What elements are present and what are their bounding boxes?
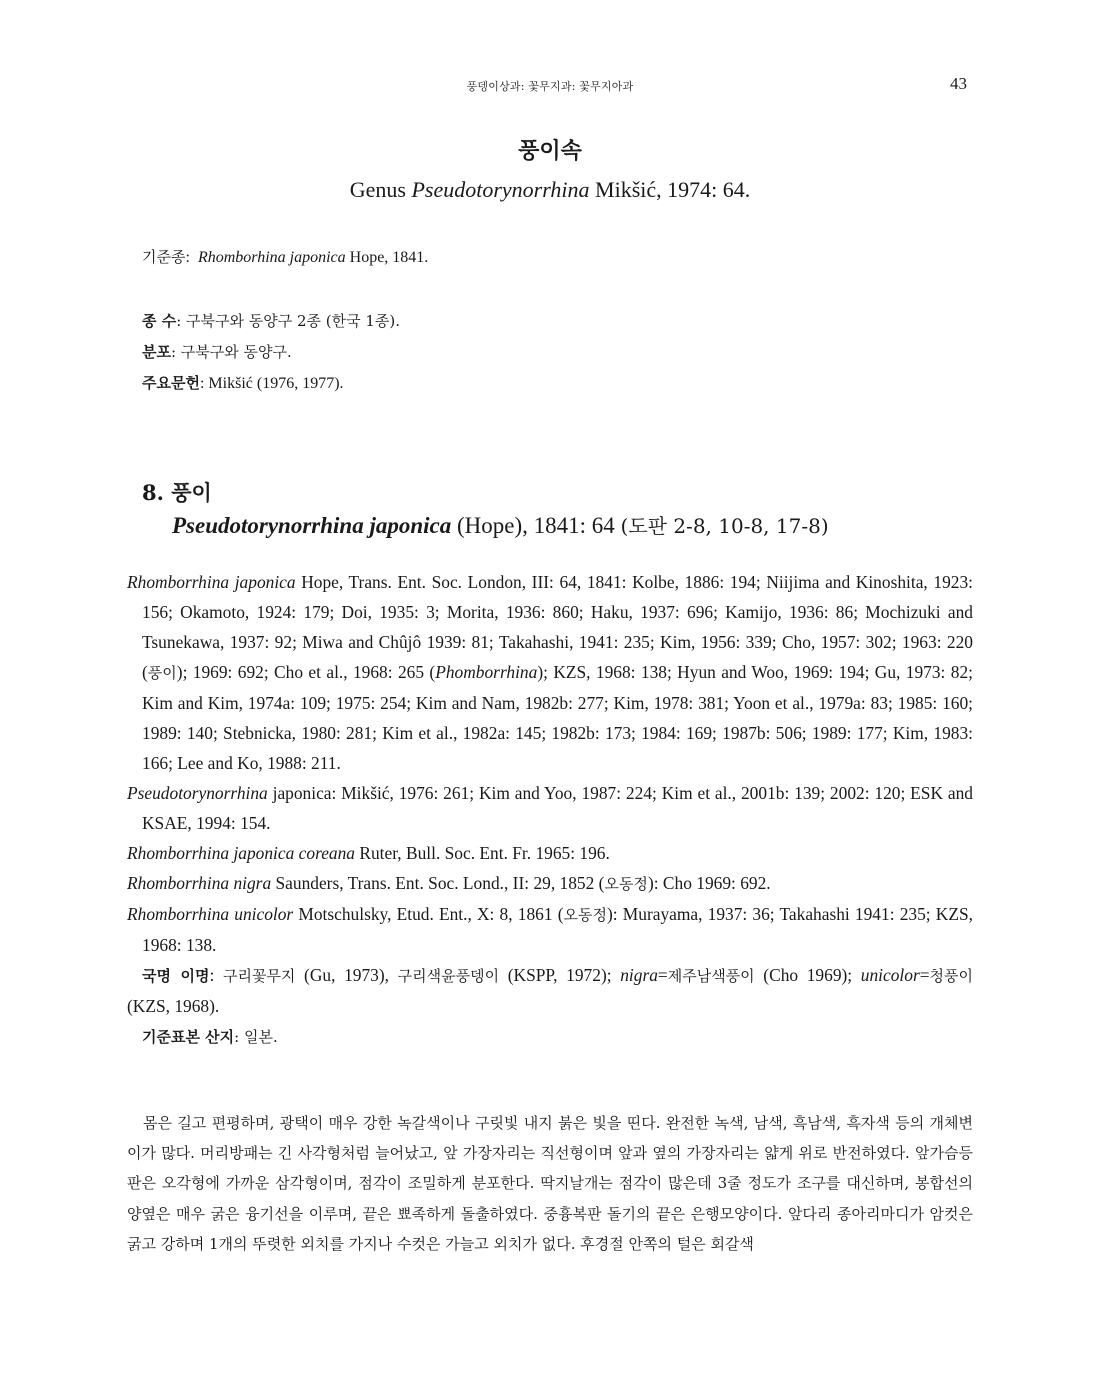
synonym-text: ); KZS, 1968: 138; Hyun and Woo, 1969: 194; Gu, 1973: 82; Kim and Kim, 1974a: 109; 1975: 254; Kim and Nam, 1982b: 277; Kim, 1978: 381; Yoon et al., 1979a: 83; 1985: 160; 1989: 140; Stebnicka, 1980: 281; Kim et al., 1982a: 145; 1982b: 173; 1984: 169; 1987b: 506; 1989: 177; Kim, 1983: 166; Lee and Ko, 1988: 211. xyxy=(142,662,973,773)
ks-text: = xyxy=(919,965,930,985)
type-species-authority: Hope, 1841. xyxy=(345,249,429,266)
synonym-name: Rhomborrhina japonica coreana xyxy=(127,843,355,863)
type-locality xyxy=(127,1021,973,1052)
type-locality-label: 기준표본 산지 xyxy=(142,1028,235,1046)
synonym-entry xyxy=(127,567,973,778)
synonym-text: Ruter, Bull. Soc. Ent. Fr. 1965: 196. xyxy=(355,843,610,863)
genus-heading xyxy=(0,134,1100,206)
ks-korean: 청풍이 xyxy=(929,967,974,985)
ks-korean: 구리꽃무지 xyxy=(222,967,296,985)
ks-korean: 구리색윤풍뎅이 xyxy=(397,967,500,985)
korean-synonyms xyxy=(127,960,973,1021)
synonym-text: ): Cho 1969: 692. xyxy=(647,873,771,893)
synonym-text: Hope, Trans. Ent. Soc. London, III: 64, 1841: Kolbe, 1886: 194; Niijima and Kinoshita, 1923: 156; Okamoto, 1924: 179; Doi, 1935: 3; Morita, 1936: 860; Haku, 1937: 696; Kamijo, 1936: 86; Mochizuki and Tsunekawa, 1937: 92; Miwa and Chûjô 1939: 81; Takahashi, 1941: 235; Kim, 1956: 339; Cho, 1957: 302; 1963: 220 ( xyxy=(142,572,973,682)
synonym-entry xyxy=(127,838,973,868)
literature-line xyxy=(142,368,982,399)
genus-korean-name: 풍이속 xyxy=(518,138,582,164)
page-number: 43 xyxy=(950,74,967,93)
ks-text: : xyxy=(209,965,223,985)
synonym-korean: 풍이 xyxy=(147,664,177,682)
korean-synonyms-label: 국명 이명 xyxy=(142,967,210,985)
type-species-label: 기준종 xyxy=(142,248,186,266)
species-heading xyxy=(142,477,1002,543)
ks-text: (KSPP, 1972); xyxy=(499,965,621,985)
ks-text: (KZS, 1968). xyxy=(127,996,220,1016)
synonym-italic: Phomborrhina xyxy=(435,662,538,682)
genus-info xyxy=(142,306,982,399)
species-authority: (Hope), 1841: 64 xyxy=(451,513,621,538)
synonym-korean: 오동정 xyxy=(563,906,607,924)
genus-latin-name: Pseudotorynorrhina xyxy=(411,177,590,202)
synonym-entry xyxy=(127,868,973,899)
species-count-value: : 구북구와 동양구 2종 (한국 1종). xyxy=(176,312,401,330)
synonym-text: ); 1969: 692; Cho et al., 1968: 265 ( xyxy=(176,662,436,682)
ks-italic: nigra xyxy=(620,965,658,985)
type-locality-value: : 일본. xyxy=(234,1028,278,1046)
running-head: 풍뎅이상과: 꽃무지과: 꽃무지아과 xyxy=(466,80,634,93)
synonymy-list xyxy=(127,567,973,1052)
genus-latin-title xyxy=(0,174,1100,206)
species-scientific-name: Pseudotorynorrhina japonica xyxy=(172,513,452,538)
synonym-text: Motschulsky, Etud. Ent., X: 8, 1861 ( xyxy=(293,904,564,924)
synonym-text: japonica: Mikšić, 1976: 261; Kim and Yoo, 1987: 224; Kim et al., 2001b: 139; 2002: 120; ESK and KSAE, 1994: 154. xyxy=(142,783,973,833)
species-number-title: 8. 풍이 xyxy=(142,480,212,505)
literature-label: 주요문헌 xyxy=(142,374,200,392)
synonym-text: ): Murayama, 1937: 36; Takahashi 1941: 235; KZS, 1968: 138. xyxy=(142,904,973,955)
synonym-name: Pseudotorynorrhina xyxy=(127,783,268,803)
ks-korean: 제주남색풍이 xyxy=(667,967,755,985)
distribution-line xyxy=(142,337,982,368)
species-scientific-title xyxy=(172,509,1002,543)
distribution-value: : 구북구와 동양구. xyxy=(170,343,292,361)
distribution-label: 분포 xyxy=(142,343,171,361)
synonym-entry xyxy=(127,778,973,838)
ks-text: (Gu, 1973), xyxy=(295,965,398,985)
species-count-label: 종 수 xyxy=(142,312,177,330)
synonym-name: Rhomborrhina nigra xyxy=(127,873,272,893)
type-species: 기준종: Rhomborhina japonica Hope, 1841. xyxy=(142,248,429,266)
plate-reference: (도판 2-8, 10-8, 17-8) xyxy=(620,514,829,538)
literature-value: : Mikšić (1976, 1977). xyxy=(199,375,344,392)
synonym-text: Saunders, Trans. Ent. Soc. Lond., II: 29, 1852 ( xyxy=(271,873,605,893)
synonym-name: Rhomborrhina japonica xyxy=(127,572,296,592)
genus-prefix: Genus xyxy=(349,177,412,202)
ks-text: = xyxy=(657,965,668,985)
ks-italic: unicolor xyxy=(860,965,920,985)
type-species-name: Rhomborhina japonica xyxy=(197,249,346,266)
synonym-korean: 오동정 xyxy=(604,875,648,893)
ks-text: (Cho 1969); xyxy=(754,965,861,985)
species-count-line xyxy=(142,306,982,337)
species-description: 몸은 길고 편평하며, 광택이 매우 강한 녹갈색이나 구릿빛 내지 붉은 빛을 띤다. 완전한 녹색, 남색, 흑남색, 흑자색 등의 개체변이가 많다. 머리방패는 긴 사각형처럼 늘어났고, 앞 가장자리는 직선형이며 앞과 옆의 가장자리는 얇게 위로 반전하였다. 앞가슴등판은 오각형에 가까운 삼각형이며, 점각이 조밀하게 분포한다. 딱지날개는 점각이 많은데 3줄 정도가 조구를 대신하며, 봉합선의 양옆은 매우 굵은 융기선을 이루며, 끝은 뾰족하게 돌출하였다. 중흉복판 돌기의 끝은 은행모양이다. 앞다리 종아리마디가 암컷은 굵고 강하며 1개의 뚜렷한 외치를 가지나 수컷은 가늘고 외치가 없다. 후경절 안쪽의 털은 회갈색 xyxy=(127,1114,973,1253)
synonym-entry xyxy=(127,899,973,960)
genus-authority: Mikšić, 1974: 64. xyxy=(589,177,751,202)
synonym-name: Rhomborrhina unicolor xyxy=(127,904,294,924)
